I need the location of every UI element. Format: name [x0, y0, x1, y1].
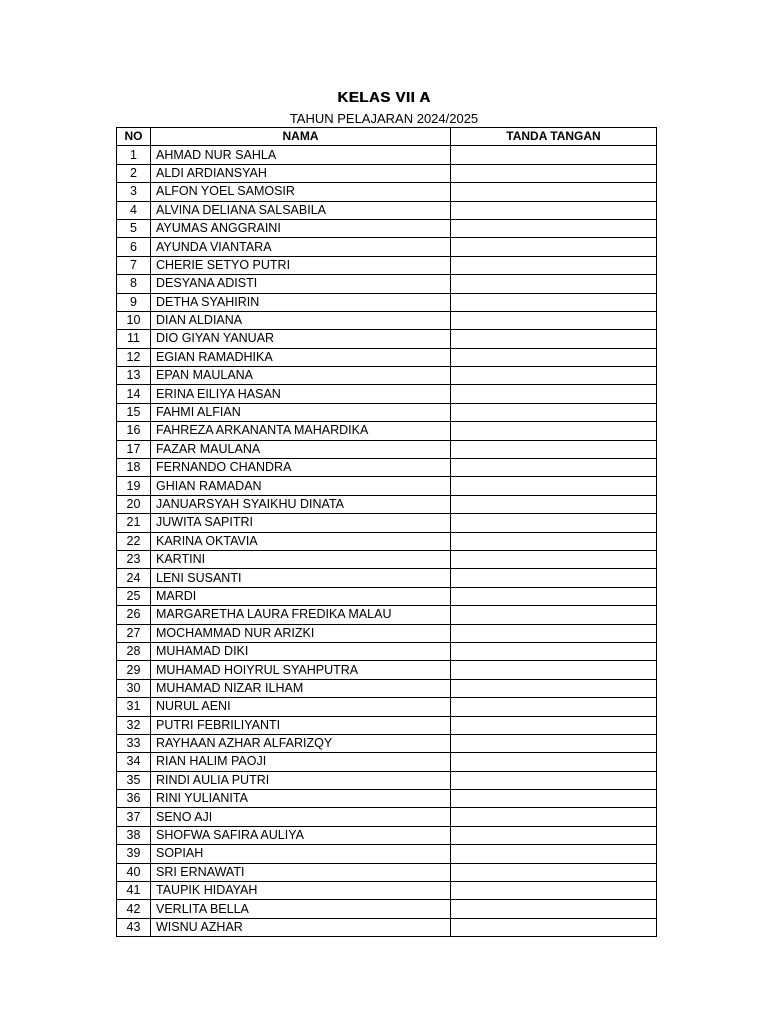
student-name: MARDI	[151, 587, 451, 605]
row-number: 43	[117, 918, 151, 936]
table-row	[117, 606, 657, 624]
signature-cell	[451, 201, 657, 219]
signature-cell	[451, 863, 657, 881]
student-name: ALVINA DELIANA SALSABILA	[151, 201, 451, 219]
student-name: FAZAR MAULANA	[151, 440, 451, 458]
signature-cell	[451, 422, 657, 440]
table-row	[117, 201, 657, 219]
student-name: PUTRI FEBRILIYANTI	[151, 716, 451, 734]
signature-cell	[451, 826, 657, 844]
table-row	[117, 845, 657, 863]
table-row	[117, 642, 657, 660]
student-name: SHOFWA SAFIRA AULIYA	[151, 826, 451, 844]
signature-cell	[451, 716, 657, 734]
table-row	[117, 219, 657, 237]
table-row	[117, 918, 657, 936]
student-name: DIO GIYAN YANUAR	[151, 330, 451, 348]
student-name: GHIAN RAMADAN	[151, 477, 451, 495]
row-number: 18	[117, 459, 151, 477]
table-body	[117, 146, 657, 937]
row-number: 21	[117, 514, 151, 532]
signature-cell	[451, 403, 657, 421]
table-row	[117, 550, 657, 568]
page-subtitle: TAHUN PELAJARAN 2024/2025	[289, 111, 479, 126]
row-number: 6	[117, 238, 151, 256]
table-row	[117, 183, 657, 201]
row-number: 1	[117, 146, 151, 164]
row-number: 32	[117, 716, 151, 734]
student-name: WISNU AZHAR	[151, 918, 451, 936]
header-tanda-tangan: TANDA TANGAN	[451, 128, 657, 146]
table-row	[117, 256, 657, 274]
row-number: 20	[117, 495, 151, 513]
signature-cell	[451, 532, 657, 550]
table-row	[117, 587, 657, 605]
row-number: 14	[117, 385, 151, 403]
table-row	[117, 146, 657, 164]
table-row	[117, 293, 657, 311]
signature-cell	[451, 771, 657, 789]
student-name: SOPIAH	[151, 845, 451, 863]
row-number: 4	[117, 201, 151, 219]
table-row	[117, 275, 657, 293]
student-name: TAUPIK HIDAYAH	[151, 882, 451, 900]
row-number: 13	[117, 367, 151, 385]
student-name: RINI YULIANITA	[151, 790, 451, 808]
student-name: FERNANDO CHANDRA	[151, 459, 451, 477]
signature-cell	[451, 348, 657, 366]
table-header	[117, 128, 657, 146]
row-number: 27	[117, 624, 151, 642]
student-name: NURUL AENI	[151, 698, 451, 716]
row-number: 37	[117, 808, 151, 826]
student-name: ALFON YOEL SAMOSIR	[151, 183, 451, 201]
row-number: 34	[117, 753, 151, 771]
table-row	[117, 459, 657, 477]
student-name: RIAN HALIM PAOJI	[151, 753, 451, 771]
row-number: 8	[117, 275, 151, 293]
table-row	[117, 624, 657, 642]
row-number: 5	[117, 219, 151, 237]
signature-cell	[451, 256, 657, 274]
student-name: EPAN MAULANA	[151, 367, 451, 385]
row-number: 16	[117, 422, 151, 440]
table-row	[117, 698, 657, 716]
table-row	[117, 330, 657, 348]
student-name: JANUARSYAH SYAIKHU DINATA	[151, 495, 451, 513]
table-row	[117, 367, 657, 385]
row-number: 33	[117, 734, 151, 752]
student-name: KARINA OKTAVIA	[151, 532, 451, 550]
table-row	[117, 826, 657, 844]
student-name: JUWITA SAPITRI	[151, 514, 451, 532]
attendance-table	[116, 127, 657, 937]
signature-cell	[451, 587, 657, 605]
table-row	[117, 679, 657, 697]
table-row	[117, 403, 657, 421]
signature-cell	[451, 495, 657, 513]
row-number: 36	[117, 790, 151, 808]
student-name: ALDI ARDIANSYAH	[151, 164, 451, 182]
student-name: RINDI AULIA PUTRI	[151, 771, 451, 789]
row-number: 22	[117, 532, 151, 550]
table-row	[117, 238, 657, 256]
student-name: FAHREZA ARKANANTA MAHARDIKA	[151, 422, 451, 440]
row-number: 39	[117, 845, 151, 863]
table-row	[117, 900, 657, 918]
student-name: ERINA EILIYA HASAN	[151, 385, 451, 403]
row-number: 2	[117, 164, 151, 182]
table-row	[117, 716, 657, 734]
student-name: MUHAMAD HOIYRUL SYAHPUTRA	[151, 661, 451, 679]
student-name: CHERIE SETYO PUTRI	[151, 256, 451, 274]
signature-cell	[451, 642, 657, 660]
table-row	[117, 422, 657, 440]
signature-cell	[451, 311, 657, 329]
row-number: 9	[117, 293, 151, 311]
row-number: 26	[117, 606, 151, 624]
signature-cell	[451, 164, 657, 182]
row-number: 42	[117, 900, 151, 918]
student-name: SRI ERNAWATI	[151, 863, 451, 881]
signature-cell	[451, 385, 657, 403]
signature-cell	[451, 440, 657, 458]
row-number: 38	[117, 826, 151, 844]
page-title: KELAS VII A	[337, 89, 431, 106]
table-row	[117, 532, 657, 550]
row-number: 25	[117, 587, 151, 605]
student-name: MARGARETHA LAURA FREDIKA MALAU	[151, 606, 451, 624]
signature-cell	[451, 882, 657, 900]
row-number: 30	[117, 679, 151, 697]
row-number: 31	[117, 698, 151, 716]
row-number: 28	[117, 642, 151, 660]
signature-cell	[451, 477, 657, 495]
signature-cell	[451, 661, 657, 679]
student-name: RAYHAAN AZHAR ALFARIZQY	[151, 734, 451, 752]
table-row	[117, 477, 657, 495]
signature-cell	[451, 790, 657, 808]
student-name: AYUNDA VIANTARA	[151, 238, 451, 256]
row-number: 29	[117, 661, 151, 679]
row-number: 15	[117, 403, 151, 421]
table-row	[117, 808, 657, 826]
table-row	[117, 661, 657, 679]
student-name: SENO AJI	[151, 808, 451, 826]
row-number: 17	[117, 440, 151, 458]
table-row	[117, 495, 657, 513]
row-number: 23	[117, 550, 151, 568]
signature-cell	[451, 367, 657, 385]
header-row	[117, 128, 657, 146]
signature-cell	[451, 514, 657, 532]
signature-cell	[451, 679, 657, 697]
signature-cell	[451, 569, 657, 587]
table-row	[117, 569, 657, 587]
row-number: 24	[117, 569, 151, 587]
signature-cell	[451, 698, 657, 716]
student-name: AHMAD NUR SAHLA	[151, 146, 451, 164]
table-row	[117, 440, 657, 458]
signature-cell	[451, 606, 657, 624]
signature-cell	[451, 330, 657, 348]
row-number: 11	[117, 330, 151, 348]
row-number: 19	[117, 477, 151, 495]
signature-cell	[451, 845, 657, 863]
row-number: 40	[117, 863, 151, 881]
signature-cell	[451, 624, 657, 642]
table-row	[117, 790, 657, 808]
student-name: DESYANA ADISTI	[151, 275, 451, 293]
student-name: KARTINI	[151, 550, 451, 568]
table-row	[117, 753, 657, 771]
signature-cell	[451, 734, 657, 752]
row-number: 7	[117, 256, 151, 274]
table-row	[117, 311, 657, 329]
table-row	[117, 734, 657, 752]
table-row	[117, 514, 657, 532]
row-number: 35	[117, 771, 151, 789]
signature-cell	[451, 459, 657, 477]
table-row	[117, 882, 657, 900]
signature-cell	[451, 900, 657, 918]
student-name: AYUMAS ANGGRAINI	[151, 219, 451, 237]
table-row	[117, 348, 657, 366]
student-name: FAHMI ALFIAN	[151, 403, 451, 421]
table-row	[117, 771, 657, 789]
student-name: MOCHAMMAD NUR ARIZKI	[151, 624, 451, 642]
signature-cell	[451, 550, 657, 568]
signature-cell	[451, 808, 657, 826]
signature-cell	[451, 238, 657, 256]
header-nama: NAMA	[151, 128, 451, 146]
signature-cell	[451, 918, 657, 936]
row-number: 41	[117, 882, 151, 900]
student-name: MUHAMAD DIKI	[151, 642, 451, 660]
student-name: DETHA SYAHIRIN	[151, 293, 451, 311]
signature-cell	[451, 753, 657, 771]
table-row	[117, 164, 657, 182]
student-name: EGIAN RAMADHIKA	[151, 348, 451, 366]
signature-cell	[451, 275, 657, 293]
table-row	[117, 385, 657, 403]
signature-cell	[451, 146, 657, 164]
row-number: 3	[117, 183, 151, 201]
table-row	[117, 863, 657, 881]
signature-cell	[451, 219, 657, 237]
row-number: 10	[117, 311, 151, 329]
row-number: 12	[117, 348, 151, 366]
student-name: VERLITA BELLA	[151, 900, 451, 918]
header-no: NO	[117, 128, 151, 146]
student-name: DIAN ALDIANA	[151, 311, 451, 329]
signature-cell	[451, 183, 657, 201]
signature-cell	[451, 293, 657, 311]
student-name: LENI SUSANTI	[151, 569, 451, 587]
student-name: MUHAMAD NIZAR ILHAM	[151, 679, 451, 697]
